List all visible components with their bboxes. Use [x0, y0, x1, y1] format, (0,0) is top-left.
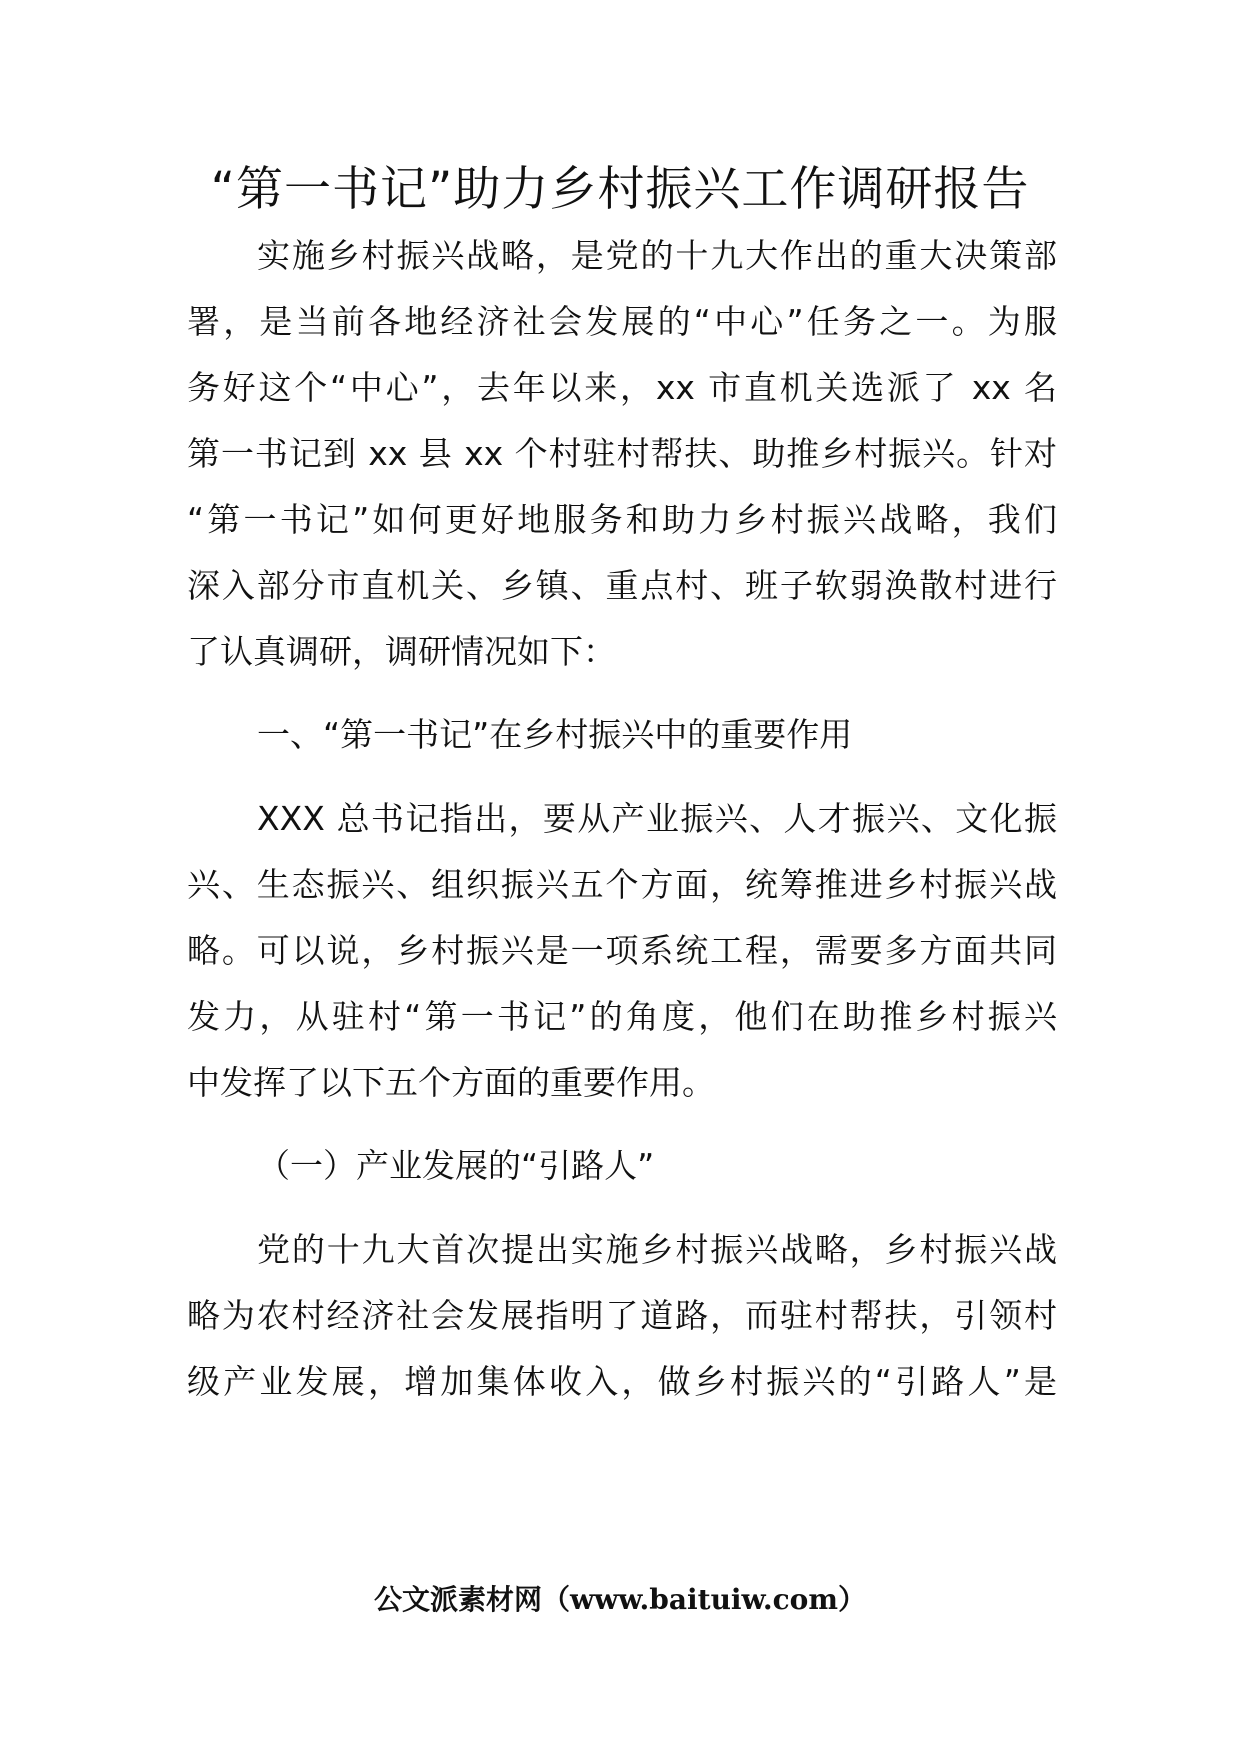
paragraph-line: 级产业发展，增加集体收入，做乡村振兴的“引路人”是: [187, 1362, 1057, 1401]
paragraph-line: 第一书记到 xx 县 xx 个村驻村帮扶、助推乡村振兴。针对: [187, 434, 1057, 473]
paragraph-line: 中发挥了以下五个方面的重要作用。: [187, 1063, 715, 1102]
paragraph-line: 略为农村经济社会发展指明了道路，而驻村帮扶，引领村: [187, 1296, 1057, 1335]
paragraph-line: 务好这个“中心”，去年以来，xx 市直机关选派了 xx 名: [187, 368, 1057, 407]
paragraph-line: 深入部分市直机关、乡镇、重点村、班子软弱涣散村进行: [187, 566, 1057, 605]
paragraph-line: 略。可以说，乡村振兴是一项系统工程，需要多方面共同: [187, 931, 1057, 970]
paragraph-line: 了认真调研，调研情况如下：: [187, 632, 616, 671]
paragraph-line: 实施乡村振兴战略，是党的十九大作出的重大决策部: [257, 236, 1057, 275]
paragraph-line: 党的十九大首次提出实施乡村振兴战略，乡村振兴战: [257, 1230, 1057, 1269]
section-heading: 一、“第一书记”在乡村振兴中的重要作用: [257, 715, 853, 754]
subsection-heading: （一）产业发展的“引路人”: [257, 1146, 655, 1185]
paragraph-line: 兴、生态振兴、组织振兴五个方面，统筹推进乡村振兴战: [187, 865, 1057, 904]
footer-watermark: 公文派素材网（www.baituiw.com）: [374, 1583, 866, 1616]
paragraph-line: XXX 总书记指出，要从产业振兴、人才振兴、文化振: [257, 799, 1057, 838]
document-title: “第一书记”助力乡村振兴工作调研报告: [210, 162, 1030, 217]
paragraph-line: 发力，从驻村“第一书记”的角度，他们在助推乡村振兴: [187, 997, 1057, 1036]
paragraph-line: “第一书记”如何更好地服务和助力乡村振兴战略，我们: [187, 500, 1057, 539]
paragraph-line: 署，是当前各地经济社会发展的“中心”任务之一。为服: [187, 302, 1057, 341]
